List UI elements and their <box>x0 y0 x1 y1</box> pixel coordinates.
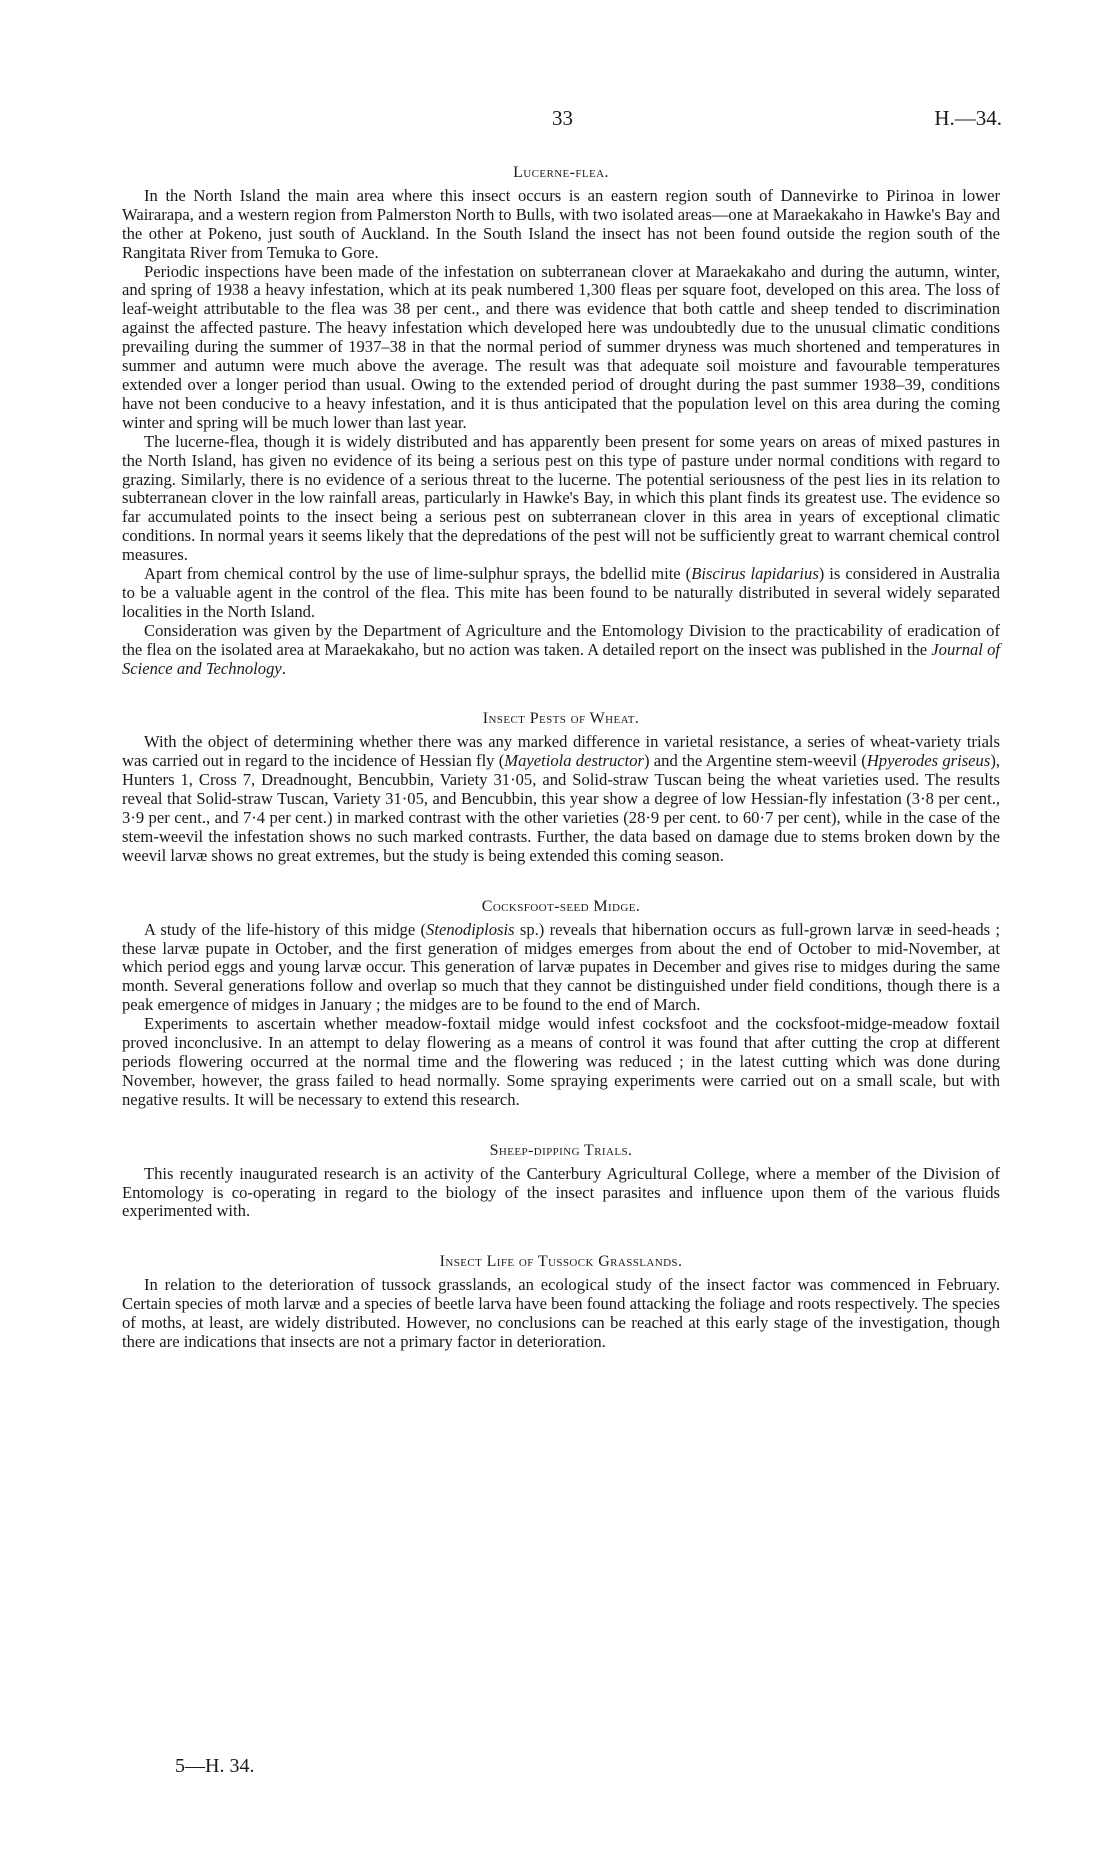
italic-text-run: Stenodiplosis <box>426 919 515 939</box>
section <box>122 1253 1000 1352</box>
page-number: 33 <box>552 106 573 130</box>
section-title: Sheep-dipping Trials. <box>489 1141 633 1159</box>
text-run: Apart from chemical control by the use of lime-sulphur sprays, the bdellid mite ( <box>144 564 692 584</box>
text-run: sp.) reveals that hibernation occurs as full-grown larvæ in seed-heads ; these larvæ pupate in October, and the first generation of midges emerges from about the end of October to mid-November, at which period eggs and young larvæ occur. This generation of larvæ pupates in December and gives rise to midges during the same month. Several generations follow and overlap so much that they cannot be distinguished under field conditions, though there is a peak emergence of midges in January ; the midges are to be found to the end of March. <box>122 919 1000 1015</box>
paragraph <box>122 622 1000 679</box>
paragraph <box>122 1276 1000 1352</box>
text-run: In relation to the deterioration of tussock grasslands, an ecological study of the insect factor was commenced in February. Certain species of moth larvæ and a species of beetle larva have been found attacking the foliage and roots respectively. The species of moths, at least, are widely distributed. However, no conclusions can be reached at this early stage of the investigation, though there are indications that insects are not a primary factor in deterioration. <box>122 1275 1000 1351</box>
text-run: The lucerne-flea, though it is widely distributed and has apparently been present for some years on areas of mixed pastures in the North Island, has given no evidence of its being a serious pest on this type of pasture under normal conditions with regard to grazing. Similarly, there is no evidence of a serious threat to the lucerne. The potential seriousness of the pest lies in its relation to subterranean clover in the low rainfall areas, particularly in Hawke's Bay, in which this plant finds its greatest use. The evidence so far accumulated points to the insect being a serious pest on subterranean clover in this area in years of exceptional climatic conditions. In normal years it seems likely that the depredations of the pest will not be sufficiently great to warrant chemical control measures. <box>122 431 1000 565</box>
section <box>122 710 1000 865</box>
section <box>122 164 1000 678</box>
text-run: Periodic inspections have been made of the infestation on subterranean clover at Maraekakaho and during the autumn, winter, and spring of 1938 a heavy infestation, which at its peak numbered 1,300 fleas per square foot, developed on this area. The loss of leaf-weight attributable to the flea was 38 per cent., and there was evidence that both cattle and sheep tended to discrimination against the affected pasture. The heavy infestation which developed here was undoubtedly due to the unusual climatic conditions prevailing during the summer of 1937–38 in that the normal period of summer dryness was much shortened and temperatures in summer and autumn were much above the average. The result was that adequate soil moisture and favourable temperatures extended over a longer period than usual. Owing to the extended period of drought during the past summer 1938–39, conditions have not been conducive to a heavy infestation, and it is thus anticipated that the population level on this area during the coming winter and spring will be much lower than last year. <box>122 261 1000 432</box>
paragraph <box>122 187 1000 263</box>
paragraph <box>122 1015 1000 1110</box>
paragraph <box>122 733 1000 865</box>
paragraph <box>122 921 1000 1016</box>
text-run: In the North Island the main area where this insect occurs is an eastern region south of Dannevirke to Pirinoa in lower Wairarapa, and a western region from Palmerston North to Bulls, with two isolated areas—one at Maraekakaho in Hawke's Bay and the other at Pokeno, just south of Auckland. In the South Island the insect has not been found outside the region south of the Rangitata River from Temuka to Gore. <box>122 185 1000 262</box>
text-run: ), Hunters 1, Cross 7, Dreadnought, Bencubbin, Variety 31·05, and Solid-straw Tuscan being the wheat varieties used. The results reveal that Solid-straw Tuscan, Variety 31·05, and Bencubbin, this year show a degree of low Hessian-fly infestation (3·8 per cent., 3·9 per cent., and 7·4 per cent.) in marked contrast with the other varieties (28·9 per cent. to 60·7 per cent), while in the case of the stem-weevil the infestation shows no such marked contrasts. Further, the data based on damage due to stems broken down by the weevil larvæ shows no great extremes, but the study is being extended this coming season. <box>122 751 1000 865</box>
section <box>122 898 1000 1110</box>
text-run: A study of the life-history of this midge ( <box>144 919 427 939</box>
paragraph <box>122 263 1000 433</box>
paragraph <box>122 1165 1000 1222</box>
document-body <box>122 164 1000 1384</box>
italic-text-run: Mayetiola destructor <box>504 751 645 771</box>
document-reference: H.—34. <box>934 106 1002 130</box>
text-run: . <box>281 658 286 678</box>
text-run: ) is considered in Australia to be a valuable agent in the control of the flea. This mite has been found to be naturally distributed in several widely separated localities in the North Island. <box>122 564 1000 621</box>
section-title: Insect Pests of Wheat. <box>482 710 640 728</box>
paragraph <box>122 565 1000 622</box>
page-footer-signature: 5—H. 34. <box>175 1755 255 1777</box>
text-run: With the object of determining whether there was any marked difference in varietal resistance, a series of wheat-variety trials was carried out in regard to the incidence of Hessian fly ( <box>122 732 1000 771</box>
italic-text-run: Biscirus lapidarius <box>691 564 819 584</box>
section-title: Insect Life of Tussock Grasslands. <box>439 1253 683 1271</box>
paragraph <box>122 433 1000 565</box>
text-run: ) and the Argentine stem-weevil ( <box>644 751 867 771</box>
italic-text-run: Hpyerodes griseus <box>866 751 991 771</box>
section <box>122 1142 1000 1222</box>
page-header <box>0 106 1114 136</box>
section-title: Cocksfoot-seed Midge. <box>481 897 641 915</box>
text-run: Experiments to ascertain whether meadow-foxtail midge would infest cocksfoot and the cocksfoot-midge-meadow foxtail proved inconclusive. In an attempt to delay flowering as a means of control it was found that after cutting the crop at different periods flowering occurred at the normal time and the flowering was reduced ; in the latest cutting which was done during November, however, the grass failed to head normally. Some spraying experiments were carried out on a small scale, but with negative results. It will be necessary to extend this research. <box>122 1014 1000 1109</box>
text-run: Consideration was given by the Department of Agriculture and the Entomology Division to the practicability of eradication of the flea on the isolated area at Maraekakaho, but no action was taken. A detailed report on the insect was published in the <box>122 620 1000 659</box>
italic-text-run: Journal of Science and Technology <box>122 639 1000 678</box>
section-title: Lucerne-flea. <box>513 164 609 181</box>
text-run: This recently inaugurated research is an activity of the Canterbury Agricultural College, where a member of the Division of Entomology is co-operating in regard to the biology of the insect parasites and influence upon them of the various fluids experimented with. <box>122 1163 1000 1221</box>
